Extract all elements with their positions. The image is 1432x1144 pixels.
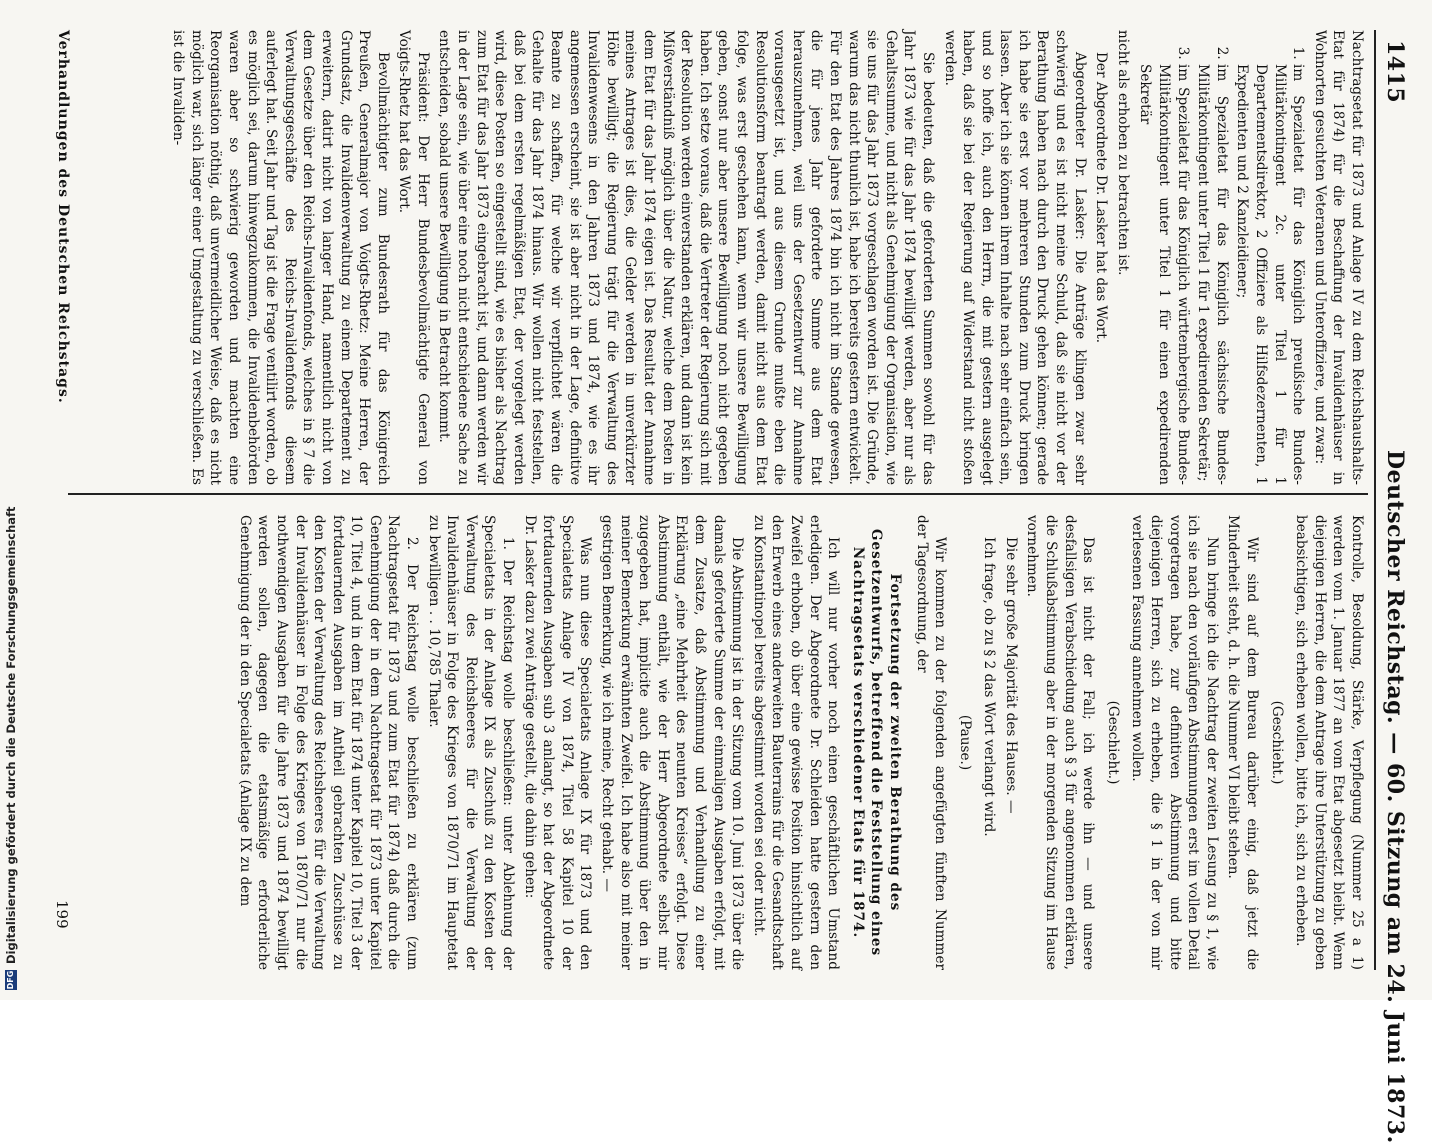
position-list bbox=[1136, 30, 1307, 485]
page-number: 1415 bbox=[1382, 40, 1408, 104]
stage-direction: (Pause.) bbox=[956, 714, 973, 771]
list-item: 1. im Spezialetat für das Königlich preußische Bundes-Militärkontingent 2c. unter Titel 1 für 1 Departementsdirektor, 2 Offiziere als Hilfsdezernenten, 1 Expedienten und 2 Kanzleidiener; bbox=[1233, 64, 1307, 485]
column-divider bbox=[68, 493, 1368, 495]
paragraph: Abgeordneter Dr. Lasker: Die Anträge klingen zwar sehr schwierig und es ist nicht meine Schuld, daß sie nicht vor der Berathung haben nach durch den Druck gehen können; gerade ich habe sie erst vor mehreren Stunden zum Druck bringen lassen. Aber ich sie können ihrem Inhalte nach sehr einfach sein, und so hoffe ich, auch den Herrn, die mit gestern ausgelegt haben, daß sie bei der Regierung auf Widerstand nicht stoßen werden. bbox=[941, 30, 1088, 485]
paragraph: nicht als erhoben zu betrachten ist. bbox=[1114, 30, 1131, 276]
paragraph: Nachtragsetat für 1873 und Anlage IV zu dem Reichshaushalts-Etat für 1874) für die Beschaffung der Invalidenhäuser in Wohnorten gesuchten Veteranen und Unteroffiziere, und zwar: bbox=[1311, 30, 1365, 485]
paragraph: Nun bringe ich die Nachtrag der zweiten Lesung zu § 1, wie ich sie nach den vorläufigen Abstimmungen erst im vollen Detail vorgetragen habe, zur definitiven Abstimmung und bitte diejenigen Herren, sich zu erheben, die § 1 in der von mir verlesenen Fassung annehmen wollen. bbox=[1129, 515, 1220, 970]
paragraph: Bevollmächtigter zum Bundesrath für das Königreich Preußen, Generalmajor von Voigts-Rhetz: Meine Herren, der Grundsatz, die Invalidenverwaltung zu einem Departement zu erweitern, datirt nicht von langer Hand, namentlich nicht von dem Gesetze über den Reichs-Invalidenfonds, welches in § 7 die Verwaltungsgeschäfte des Reichs-Invalidenfonds diesem auferlegt hat. Seit Jahr und Tag ist die Frage ventilirt worden, ob es möglich sei, darum hinwegzukommen, die Invalidenbehörden waren aber so schwierig geworden und machten eine Reorganisation nöthig, daß unvermeidlicher Weise, daß es nicht möglich war, sich länger einer Umgestaltung zu verschließen. Es ist die Invaliden- bbox=[170, 30, 391, 485]
paragraph: Ich frage, ob zu § 2 das Wort verlangt wird. bbox=[981, 537, 998, 837]
paragraph: Das ist nicht der Fall; ich werde ihn — und unsere desfallsigen Verabschiedung auch § 3 für angenommen erklären, die Schlußabstimmung aber in der morgenden Sitzung im Hause vornehmen. bbox=[1024, 515, 1097, 970]
stage-direction: (Geschieht.) bbox=[1104, 700, 1121, 785]
page-header bbox=[1376, 30, 1410, 1144]
list-item: 3. im Spezialetat für das Königlich württembergische Bundes-Militärkontingent unter Titel 1 für einen expedirenden Sekretär bbox=[1136, 64, 1192, 485]
motion-item: 2. Der Reichstag wolle beschließen zu erklären (zum Nachtragsetat für 1873 und zum Etat für 1874) daß durch die Genehmigung der in dem Nachtragsetat für 1873 unter Kapitel 10, Titel 4, und in dem Etat für 1874 unter Kapitel 10, Titel 3 der fortdauernden Ausgaben im Antheil gebrachten Zuschüsse zu den Kosten der Verwaltung des Reichsheeres für die Verwaltung der Invalidenhäuser in Folge des Krieges von 1870/71 nur die nothwendigen Ausgaben für die Jahre 1873 und 1874 bewilligt werden sollen, dagegen die etatsmäßige erforderliche Genehmigung der in den Specialetats (Anlage IX zu dem bbox=[236, 515, 421, 970]
motion-item: 1. Der Reichstag wolle beschließen: unter Ablehnung der Specialetats in der Anlage IX als Zuschuß zu den Kosten der Verwaltung des Reichsheeres für die Verwaltung der Invalidenhäuser in Folge des Krieges von 1870/71 im Hauptetat zu bewilligen . . 10,785 Thaler. bbox=[425, 515, 517, 970]
rotated-page-content bbox=[36, 0, 1416, 1144]
paragraph: Wir sind auf dem Bureau darüber einig, daß jetzt die Minderheit steht, d. h. die Nummer VI bleibt stehen. bbox=[1225, 515, 1261, 970]
paragraph: Sie bedeuten, daß die geforderten Summen sowohl für das Jahr 1873 wie für das Jahr 1874 bewilligt werden, aber nur als Gehaltssumme, und nicht als Genehmigung der Organisation, wie sie uns für das Jahr 1873 vorgeschlagen worden ist. Die Gründe, warum das nicht thunlich ist, habe ich bereits gestern entwickelt. Für den Etat des Jahres 1874 bin ich nicht im Stande gewesen, die für jenes Jahr geforderte Summe aus dem Etat herauszunehmen, weil uns der Gesetzentwurf zur Annahme vorausgesetzt ist, und aus diesem Grunde mußte eben die Resolutionsform beantragt werden, damit nicht aus dem Etat folge, was erst geschehen kann, wenn wir unsere Bewilligung geben, sonst nur aber unsere Bewilligung noch nicht gegeben haben. Ich setze voraus, daß die Vertreter der Regierung sich mit der Resolution werden einverstanden erklären, und dann ist kein Mißverständniß möglich über die Natur, welche dem Posten in dem Etat für das Jahr 1874 eigen ist. Das Resultat der Annahme meines Antrages ist dies, die Gelder werden in unverkürzter Höhe bewilligt; die Regierung trägt für die Verwaltung des Invalidenwesens in den Jahren 1873 und 1874, wie es ihr angemessen erscheint, sie ist aber nicht in der Lage, definitive Beamte zu schaffen, für welche wir verpflichtet wären die Gehalte für das Jahr 1874 hinaus. Wir wollen nicht feststellen, daß bei dem ersten regelmäßigen Etat, der vorgelegt werden wird, diese Posten so eingestellt sind, wie es bisher als Nachtrag zum Etat für das Jahr 1873 eingebracht ist, und dann werden wir in der Lage sein, wie über eine noch nicht entschiedene Sache zu entscheiden, sobald unsere Bewilligung in Betracht kommt. bbox=[436, 30, 936, 485]
paragraph: Was nun diese Specialetats Anlage IX für 1873 und den Specialetats Anlage IV von 1874, Titel 58 Kapitel 10 der fortdauernden Ausgaben sub 3 anlangt, so hat der Abgeordnete Dr. Lasker dazu zwei Anträge gestellt, die dahin gehen: bbox=[521, 515, 594, 970]
paragraph: Ich will nur vorher noch einen geschäftlichen Umstand erledigen. Der Abgeordnete Dr. Schleiden hatte gestern den Zweifel erhoben, ob über eine gewisse Position hinsichtlich auf den Erwerb eines anderweiten Bauterrains für die Gesandtschaft zu Konstantinopel bereits abgestimmt worden sei oder nicht. bbox=[750, 515, 842, 970]
paragraph: Kontrolle, Besoldung, Stärke, Verpflegung (Nummer 25 a 1) werden vom 1. Januar 1877 an vom Etat abgesetzt bleibt. Wenn diejenigen Herren, die dem Antrage ihre Unterstützung zu geben beabsichtigen, sich erheben wollen, bitte ich, sich zu erheben. bbox=[1293, 515, 1365, 970]
paragraph: Präsident: Der Herr Bundesbevollmächtigte General von Voigts-Rhetz hat das Wort. bbox=[396, 30, 431, 485]
footer-publication: Verhandlungen des Deutschen Reichstags. bbox=[55, 30, 71, 404]
stage-direction: (Geschieht.) bbox=[1268, 700, 1285, 785]
credit-text: Digitalisierung gefördert durch die Deutsche Forschungsgemeinschaft bbox=[4, 506, 18, 964]
column-left-text bbox=[232, 515, 1366, 970]
list-item: 2. im Spezialetat für das Königlich sächsische Bundes-Militärkontingent unter Titel 1 für 1 expedirenden Sekretär; bbox=[1194, 64, 1231, 485]
paragraph: Wir kommen zu der folgenden angefügten fünften Nummer der Tagesordnung, der bbox=[913, 515, 949, 970]
paragraph: Die Abstimmung ist in der Sitzung vom 10. Juni 1873 über die damals geforderte Summe der einmaligen Ausgaben erfolgt, mit dem Zusatze, daß Abstimmung und Verhandlung zu einer Erklärung „eine Mehrheit des neunten Kreises“ erfolgt. Diese Abstimmung enthält, wie der Herr Abgeordnete selbst mir zugegeben hat, implicite auch die Abstimmung über den in meiner Bemerkung erwähnten Zweifel. Ich habe also mit meiner gestrigen Bemerkung, wie ich meine, Recht gehabt. — bbox=[599, 515, 746, 970]
paragraph: Die sehr große Majorität des Hauses. — bbox=[1002, 537, 1019, 814]
page-title: Deutscher Reichstag. — 60. Sitzung am 24. Juni 1873. bbox=[1382, 450, 1408, 1144]
header-rule bbox=[1374, 30, 1376, 970]
sheet-number: 199 bbox=[53, 900, 71, 929]
column-right-text bbox=[166, 30, 1366, 485]
paragraph: Der Abgeordnete Dr. Lasker hat das Wort. bbox=[1093, 52, 1110, 344]
section-heading: Fortsetzung der zweiten Berathung des Gesetzentwurfs, betreffend die Feststellung eines Nachtragsetats verschiedener Etats für 1874. bbox=[849, 528, 903, 957]
dfg-logo: DFG bbox=[6, 970, 15, 990]
digitization-credit bbox=[2, 0, 20, 990]
